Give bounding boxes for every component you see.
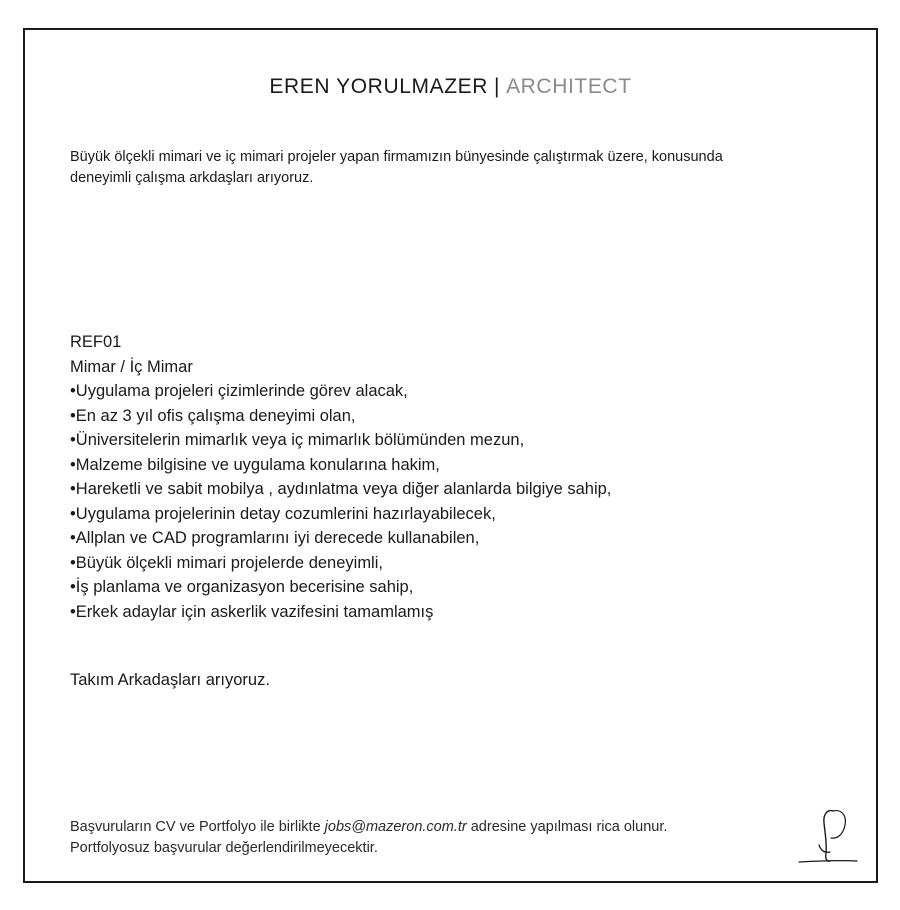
signature-icon [797, 805, 859, 867]
job-posting [70, 330, 850, 624]
page-frame [23, 28, 878, 883]
email-link[interactable]: jobs@mazeron.com.tr [324, 819, 467, 835]
company-name: EREN YORULMAZER [269, 75, 488, 98]
requirement-item: •Allplan ve CAD programlarını iyi derecede kullanabilen, [70, 529, 480, 547]
requirement-item: •Malzeme bilgisine ve uygulama konularına hakim, [70, 455, 440, 474]
requirement-item: •Erkek adaylar için askerlik vazifesini tamamlamış [70, 602, 434, 621]
intro-line: deneyimli çalışma arkdaşları arıyoruz. [70, 170, 314, 186]
requirement-item: •Üniversitelerin mimarlık veya iç mimarlık bölümünden mezun, [70, 431, 525, 449]
title-separator: | [494, 75, 501, 98]
requirement-item: •Uygulama projelerinin detay cozumlerini hazırlayabilecek, [70, 504, 496, 523]
requirement-item: •Büyük ölçekli mimari projelerde deneyimli, [70, 553, 383, 572]
reference-code: REF01 [70, 333, 122, 351]
application-note [70, 817, 790, 859]
job-title: Mimar / İç Mimar [70, 357, 193, 376]
application-line: Başvuruların CV ve Portfolyo ile birlikte jobs@mazeron.com.tr adresine yapılması rica olunur. [70, 819, 668, 835]
requirement-item: •İş planlama ve organizasyon becerisine sahip, [70, 578, 414, 596]
requirement-item: •Uygulama projeleri çizimlerinde görev alacak, [70, 382, 408, 400]
closing-line: Takım Arkadaşları arıyoruz. [70, 671, 270, 689]
intro-paragraph [70, 147, 830, 189]
intro-line: Büyük ölçekli mimari ve iç mimari projeler yapan firmamızın bünyesinde çalıştırmak üzere, konusunda [70, 149, 723, 165]
requirement-item: •Hareketli ve sabit mobilya , aydınlatma veya diğer alanlarda bilgiye sahip, [70, 480, 612, 498]
company-role: ARCHITECT [506, 75, 632, 98]
requirement-item: •En az 3 yıl ofis çalışma deneyimi olan, [70, 406, 356, 425]
page-title [25, 75, 876, 99]
application-line: Portfolyosuz başvurular değerlendirilmeyecektir. [70, 840, 378, 856]
